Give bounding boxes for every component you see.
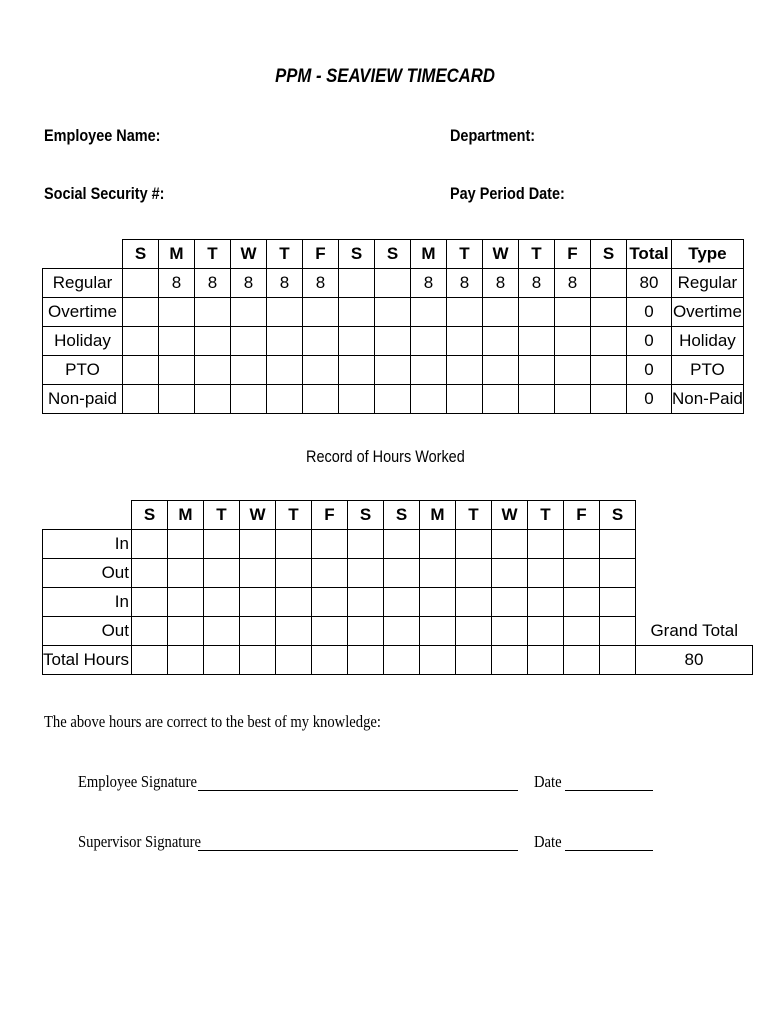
hours-cell[interactable] <box>339 298 375 327</box>
blank-cell <box>635 559 752 588</box>
time-cell[interactable] <box>491 646 527 675</box>
time-cell[interactable] <box>347 559 383 588</box>
time-cell[interactable] <box>383 530 419 559</box>
supervisor-signature-line[interactable] <box>198 850 518 851</box>
hours-cell[interactable] <box>231 327 267 356</box>
employee-name-label: Employee Name: <box>44 126 161 145</box>
record-row <box>43 559 753 588</box>
time-cell[interactable] <box>599 530 635 559</box>
hours-cell[interactable]: 8 <box>555 269 591 298</box>
day-header: M <box>159 240 195 269</box>
day-header: S <box>123 240 159 269</box>
hours-row <box>43 385 744 414</box>
hours-cell[interactable] <box>375 327 411 356</box>
day-header: T <box>519 240 555 269</box>
time-cell[interactable] <box>455 530 491 559</box>
grand-total-label: Grand Total <box>650 620 739 640</box>
time-cell[interactable] <box>419 646 455 675</box>
day-header: S <box>383 501 419 530</box>
time-cell[interactable] <box>527 588 563 617</box>
blank-cell <box>635 501 752 530</box>
day-header: F <box>303 240 339 269</box>
employee-date-line[interactable] <box>565 790 653 791</box>
time-cell[interactable] <box>203 530 239 559</box>
row-total: 80 <box>627 269 672 298</box>
time-cell[interactable] <box>239 588 275 617</box>
hours-cell[interactable] <box>591 327 627 356</box>
hours-cell[interactable] <box>447 356 483 385</box>
day-header: S <box>347 501 383 530</box>
time-cell[interactable] <box>311 646 347 675</box>
time-cell[interactable] <box>239 617 275 646</box>
blank-corner <box>43 240 123 269</box>
day-header: W <box>491 501 527 530</box>
time-cell[interactable] <box>347 530 383 559</box>
time-cell[interactable] <box>131 559 167 588</box>
day-header: M <box>419 501 455 530</box>
hours-cell[interactable] <box>591 356 627 385</box>
time-cell[interactable] <box>131 646 167 675</box>
day-header: T <box>267 240 303 269</box>
hours-cell[interactable] <box>483 385 519 414</box>
time-cell[interactable] <box>383 588 419 617</box>
hours-row <box>43 327 744 356</box>
hours-table <box>42 239 744 414</box>
hours-cell[interactable] <box>519 298 555 327</box>
row-total: 0 <box>627 298 672 327</box>
time-cell[interactable] <box>455 559 491 588</box>
time-cell[interactable] <box>167 617 203 646</box>
record-title: Record of Hours Worked <box>305 447 465 466</box>
time-cell[interactable] <box>491 530 527 559</box>
time-cell[interactable] <box>455 588 491 617</box>
hours-row <box>43 269 744 298</box>
blank-cell <box>635 588 752 617</box>
hours-header-row <box>43 240 744 269</box>
time-cell[interactable] <box>167 530 203 559</box>
time-cell[interactable] <box>563 588 599 617</box>
hours-cell[interactable] <box>447 327 483 356</box>
time-cell[interactable] <box>599 617 635 646</box>
hours-cell[interactable] <box>447 385 483 414</box>
day-header: W <box>483 240 519 269</box>
hours-cell[interactable] <box>555 298 591 327</box>
hours-cell[interactable] <box>411 385 447 414</box>
hours-cell[interactable] <box>123 385 159 414</box>
hours-cell[interactable] <box>231 385 267 414</box>
hours-cell[interactable]: 8 <box>267 269 303 298</box>
time-cell[interactable] <box>419 617 455 646</box>
time-cell[interactable] <box>383 617 419 646</box>
time-cell[interactable] <box>167 559 203 588</box>
time-cell[interactable] <box>311 530 347 559</box>
hours-cell[interactable] <box>159 385 195 414</box>
time-cell[interactable] <box>563 646 599 675</box>
time-cell[interactable] <box>131 530 167 559</box>
hours-cell[interactable] <box>447 298 483 327</box>
time-cell[interactable] <box>311 588 347 617</box>
supervisor-date-label: Date <box>534 832 562 851</box>
form-title: PPM - SEAVIEW TIMECARD <box>275 66 495 87</box>
time-cell[interactable] <box>203 559 239 588</box>
hours-cell[interactable] <box>411 356 447 385</box>
hours-cell[interactable]: 8 <box>447 269 483 298</box>
hours-cell[interactable] <box>303 356 339 385</box>
hours-cell[interactable] <box>303 327 339 356</box>
ssn-label: Social Security #: <box>44 184 165 203</box>
time-cell[interactable] <box>311 617 347 646</box>
time-cell[interactable] <box>275 646 311 675</box>
total-header: Total <box>627 240 672 269</box>
hours-cell[interactable] <box>555 327 591 356</box>
day-header: F <box>563 501 599 530</box>
time-cell[interactable] <box>419 559 455 588</box>
day-header: S <box>591 240 627 269</box>
hours-cell[interactable] <box>303 298 339 327</box>
hours-cell[interactable] <box>195 385 231 414</box>
record-row-label: Out <box>43 617 132 646</box>
record-row-label: In <box>43 588 132 617</box>
record-table <box>42 500 753 675</box>
hours-cell[interactable] <box>519 385 555 414</box>
time-cell[interactable] <box>599 646 635 675</box>
hours-cell[interactable]: 8 <box>411 269 447 298</box>
time-cell[interactable] <box>239 559 275 588</box>
record-row <box>43 588 753 617</box>
hours-cell[interactable] <box>159 298 195 327</box>
hours-cell[interactable] <box>267 298 303 327</box>
hours-cell[interactable] <box>195 298 231 327</box>
record-row-label: Out <box>43 559 132 588</box>
time-cell[interactable] <box>347 646 383 675</box>
record-row <box>43 530 753 559</box>
type-header: Type <box>672 240 744 269</box>
hours-cell[interactable] <box>195 356 231 385</box>
row-label: Holiday <box>43 327 123 356</box>
hours-cell[interactable] <box>339 356 375 385</box>
time-cell[interactable] <box>167 646 203 675</box>
day-header: S <box>375 240 411 269</box>
time-cell[interactable] <box>275 617 311 646</box>
time-cell[interactable] <box>419 588 455 617</box>
day-header: W <box>231 240 267 269</box>
hours-cell[interactable] <box>411 298 447 327</box>
hours-cell[interactable] <box>123 327 159 356</box>
record-row <box>43 646 753 675</box>
hours-cell[interactable] <box>411 327 447 356</box>
hours-cell[interactable] <box>267 385 303 414</box>
time-cell[interactable] <box>131 588 167 617</box>
hours-cell[interactable] <box>555 356 591 385</box>
time-cell[interactable] <box>455 617 491 646</box>
day-header: T <box>455 501 491 530</box>
hours-cell[interactable] <box>231 298 267 327</box>
time-cell[interactable] <box>347 588 383 617</box>
hours-cell[interactable] <box>375 356 411 385</box>
time-cell[interactable] <box>563 530 599 559</box>
record-row <box>43 617 753 646</box>
hours-cell[interactable] <box>123 269 159 298</box>
hours-cell[interactable] <box>339 327 375 356</box>
hours-cell[interactable]: 8 <box>303 269 339 298</box>
time-cell[interactable] <box>455 646 491 675</box>
time-cell[interactable] <box>239 646 275 675</box>
hours-cell[interactable] <box>483 298 519 327</box>
hours-cell[interactable] <box>375 298 411 327</box>
hours-cell[interactable]: 8 <box>519 269 555 298</box>
time-cell[interactable] <box>131 617 167 646</box>
hours-cell[interactable]: 8 <box>231 269 267 298</box>
hours-row <box>43 298 744 327</box>
department-label: Department: <box>450 126 536 145</box>
hours-cell[interactable] <box>375 385 411 414</box>
row-total: 0 <box>627 327 672 356</box>
row-total: 0 <box>627 356 672 385</box>
time-cell[interactable] <box>599 588 635 617</box>
record-header-row <box>43 501 753 530</box>
grand-total-value: 80 <box>635 646 752 675</box>
employee-date-label: Date <box>534 772 562 791</box>
hours-row <box>43 356 744 385</box>
day-header: W <box>239 501 275 530</box>
time-cell[interactable] <box>383 559 419 588</box>
time-cell[interactable] <box>275 559 311 588</box>
time-cell[interactable] <box>527 559 563 588</box>
supervisor-date-line[interactable] <box>565 850 653 851</box>
time-cell[interactable] <box>491 559 527 588</box>
hours-cell[interactable] <box>591 269 627 298</box>
time-cell[interactable] <box>275 530 311 559</box>
row-label: Non-paid <box>43 385 123 414</box>
time-cell[interactable] <box>167 588 203 617</box>
day-header: F <box>311 501 347 530</box>
time-cell[interactable] <box>491 588 527 617</box>
row-type: Regular <box>672 269 744 298</box>
time-cell[interactable] <box>203 617 239 646</box>
time-cell[interactable] <box>203 646 239 675</box>
certification-text: The above hours are correct to the best of my knowledge: <box>44 712 381 731</box>
row-label: PTO <box>43 356 123 385</box>
row-type: PTO <box>672 356 744 385</box>
day-header: T <box>447 240 483 269</box>
hours-cell[interactable] <box>123 356 159 385</box>
time-cell[interactable] <box>311 559 347 588</box>
hours-cell[interactable] <box>303 385 339 414</box>
hours-cell[interactable] <box>339 269 375 298</box>
supervisor-signature-label: Supervisor Signature <box>78 832 202 851</box>
hours-cell[interactable] <box>519 327 555 356</box>
hours-cell[interactable] <box>231 356 267 385</box>
time-cell[interactable] <box>491 617 527 646</box>
day-header: T <box>203 501 239 530</box>
record-row-label: Total Hours <box>43 646 132 675</box>
hours-cell[interactable] <box>483 327 519 356</box>
record-row-label: In <box>43 530 132 559</box>
day-header: F <box>555 240 591 269</box>
day-header: T <box>195 240 231 269</box>
time-cell[interactable] <box>527 646 563 675</box>
time-cell[interactable] <box>527 617 563 646</box>
day-header: T <box>275 501 311 530</box>
hours-cell[interactable] <box>267 327 303 356</box>
day-header: S <box>599 501 635 530</box>
blank-cell <box>635 530 752 559</box>
hours-cell[interactable] <box>123 298 159 327</box>
time-cell[interactable] <box>599 559 635 588</box>
employee-signature-line[interactable] <box>198 790 518 791</box>
day-header: M <box>167 501 203 530</box>
blank-corner <box>43 501 132 530</box>
hours-cell[interactable] <box>591 385 627 414</box>
time-cell[interactable] <box>347 617 383 646</box>
hours-cell[interactable] <box>339 385 375 414</box>
row-type: Overtime <box>672 298 744 327</box>
hours-cell[interactable] <box>555 385 591 414</box>
row-type: Holiday <box>672 327 744 356</box>
hours-cell[interactable]: 8 <box>195 269 231 298</box>
hours-cell[interactable] <box>591 298 627 327</box>
day-header: M <box>411 240 447 269</box>
hours-cell[interactable]: 8 <box>483 269 519 298</box>
time-cell[interactable] <box>239 530 275 559</box>
hours-cell[interactable] <box>159 356 195 385</box>
time-cell[interactable] <box>383 646 419 675</box>
time-cell[interactable] <box>419 530 455 559</box>
hours-cell[interactable] <box>483 356 519 385</box>
hours-cell[interactable] <box>267 356 303 385</box>
day-header: S <box>339 240 375 269</box>
hours-cell[interactable]: 8 <box>159 269 195 298</box>
time-cell[interactable] <box>275 588 311 617</box>
hours-cell[interactable] <box>195 327 231 356</box>
time-cell[interactable] <box>563 617 599 646</box>
day-header: S <box>131 501 167 530</box>
hours-cell[interactable] <box>159 327 195 356</box>
row-total: 0 <box>627 385 672 414</box>
time-cell[interactable] <box>527 530 563 559</box>
pay-period-label: Pay Period Date: <box>450 184 565 203</box>
row-label: Regular <box>43 269 123 298</box>
day-header: T <box>527 501 563 530</box>
time-cell[interactable] <box>563 559 599 588</box>
row-type: Non-Paid <box>672 385 744 414</box>
row-label: Overtime <box>43 298 123 327</box>
hours-cell[interactable] <box>375 269 411 298</box>
time-cell[interactable] <box>203 588 239 617</box>
hours-cell[interactable] <box>519 356 555 385</box>
employee-signature-label: Employee Signature <box>78 772 197 791</box>
